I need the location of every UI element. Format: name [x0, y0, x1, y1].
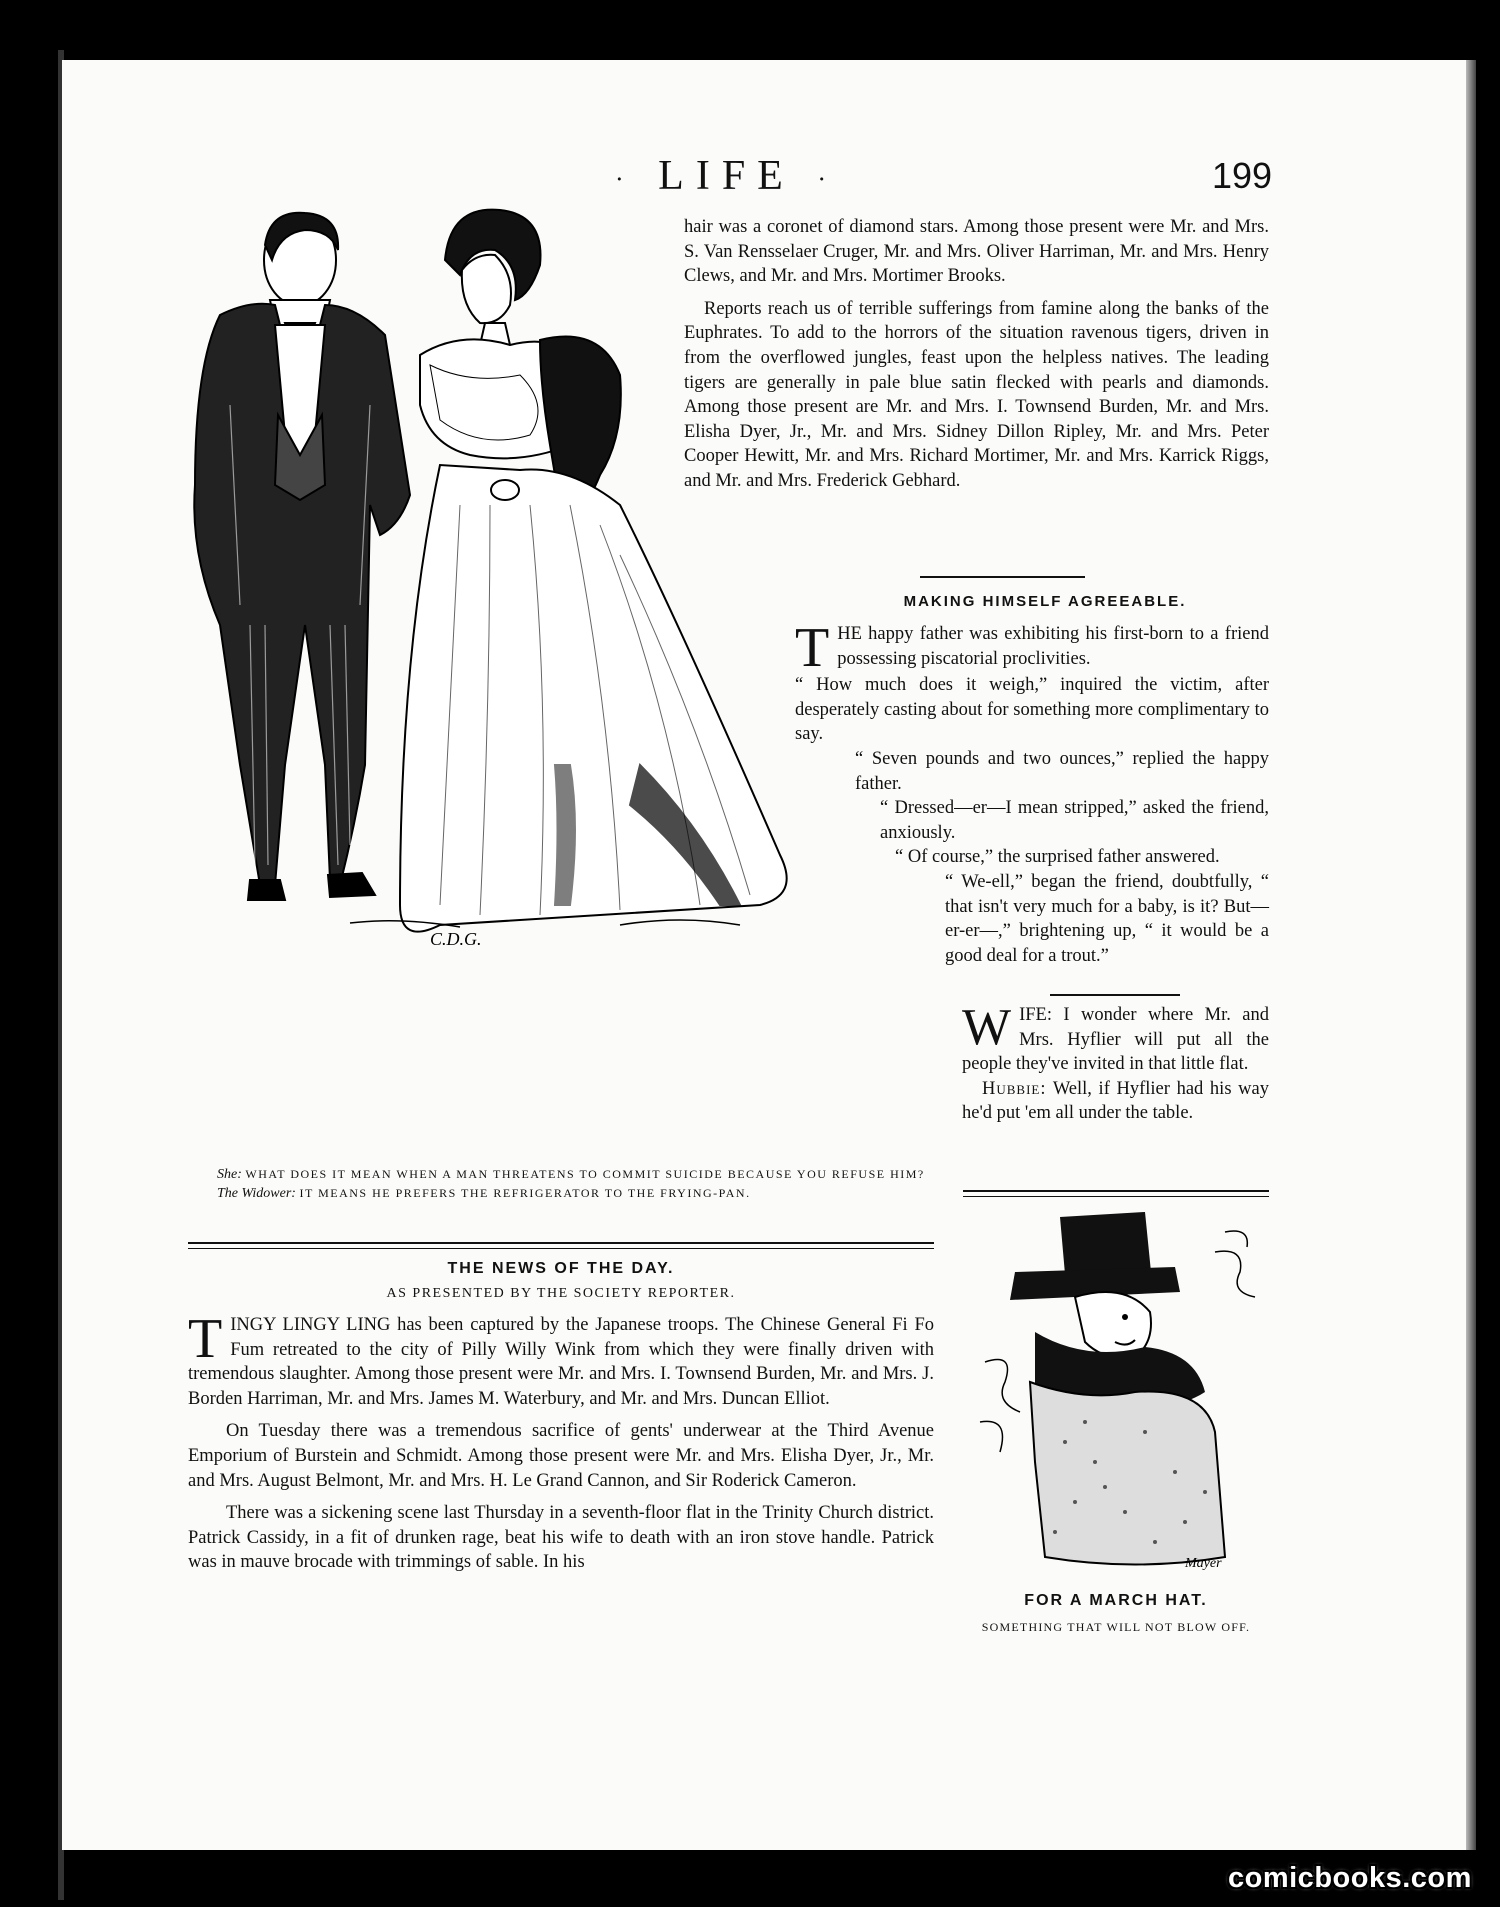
hat-cartoon-title: FOR A MARCH HAT.	[1024, 1592, 1208, 1609]
society-column-top	[684, 215, 1269, 494]
dropcap-letter: W	[962, 999, 1012, 1056]
divider-rule	[920, 576, 1085, 578]
dropcap-letter: T	[188, 1308, 223, 1370]
caption-speaker-widower: The Widower:	[217, 1186, 296, 1201]
masthead-dot: ·	[817, 164, 838, 194]
illustration-signature: C.D.G.	[430, 929, 482, 949]
paragraph: HE happy father was exhibiting his first-born to a friend possessing piscatorial proclivities.	[837, 624, 1269, 669]
agreeable-story	[795, 617, 1269, 968]
paragraph: “ We-ell,” began the friend, doubtfully, “ that isn't very much for a baby, is it? But—er-er—,” brightening up, “ it would be a good deal for a trout.”	[945, 871, 1269, 966]
paragraph: Reports reach us of terrible sufferings from famine along the banks of the Euphrates. To add to the horrors of the situation ravenous tigers, driven in from the overflowed jungles, feast upon the helpless natives. The leading tigers are generally in pale blue satin flecked with pearls and diamonds. Among those present are Mr. and Mrs. I. Townsend Burden, Mr. and Mrs. Elisha Dyer, Jr., Mr. and Mrs. Sidney Dillon Ripley, Mr. and Mrs. Peter Cooper Hewitt, Mr. and Mrs. Richard Mortimer, Mr. and Mrs. Karrick Riggs, and Mr. and Mrs. Frederick Gebhard.	[684, 298, 1269, 491]
masthead-title: LIFE	[658, 153, 795, 199]
hat-cartoon-subtitle: SOMETHING THAT WILL NOT BLOW OFF.	[981, 1620, 1251, 1634]
paragraph: hair was a coronet of diamond stars. Among those present were Mr. and Mrs. S. Van Rensselaer Cruger, Mr. and Mrs. Oliver Harriman, Mr. and Mrs. Henry Clews, and Mr. and Mrs. Mortimer Brooks.	[684, 217, 1269, 287]
site-watermark: comicbooks.com	[1228, 1862, 1472, 1894]
divider-rule	[188, 1248, 934, 1249]
section-subtitle-news: AS PRESENTED BY THE SOCIETY REPORTER.	[386, 1286, 736, 1301]
paragraph: “ Dressed—er—I mean stripped,” asked the friend, anxiously.	[880, 798, 1269, 843]
paragraph: IFE: I wonder where Mr. and Mrs. Hyflier will put all the people they've invited in that little flat.	[962, 1005, 1269, 1075]
page-number: 199	[1212, 155, 1273, 196]
paragraph: Well, if Hyflier had his way he'd put 'em all under the table.	[962, 1078, 1269, 1124]
illustration-caption	[182, 1165, 934, 1203]
section-title-news: THE NEWS OF THE DAY.	[447, 1260, 675, 1277]
news-story	[188, 1308, 934, 1575]
man-figure	[194, 213, 410, 900]
divider-rule	[1050, 994, 1180, 996]
paragraph: On Tuesday there was a tremendous sacrifice of gents' underwear at the Third Avenue Emporium of Burstein and Schmidt. Among those present were Mr. and Mrs. Elisha Dyer, Jr., Mr. and Mrs. August Belmont, Mr. and Mrs. H. Le Grand Cannon, and Sir Roderick Cameron.	[188, 1421, 934, 1491]
paragraph: “ Seven pounds and two ounces,” replied the happy father.	[855, 748, 1269, 794]
speaker-label: Hubbie:	[982, 1078, 1047, 1099]
paragraph: “ Of course,” the surprised father answered.	[895, 847, 1220, 868]
cartoon-signature: Mayer	[1185, 1556, 1222, 1571]
wife-joke	[962, 999, 1269, 1126]
section-title-agreeable: MAKING HIMSELF AGREEABLE.	[903, 593, 1187, 610]
masthead-dot: ·	[615, 164, 636, 194]
caption-line-she: WHAT DOES IT MEAN WHEN A MAN THREATENS TO COMMIT SUICIDE BECAUSE YOU REFUSE HIM?	[245, 1167, 925, 1181]
divider-rule	[188, 1242, 934, 1244]
caption-speaker-she: She:	[217, 1167, 242, 1182]
divider-rule	[963, 1196, 1269, 1197]
divider-rule	[963, 1190, 1269, 1192]
caption-line-widower: IT MEANS HE PREFERS THE REFRIGERATOR TO THE FRYING-PAN.	[299, 1186, 751, 1200]
dropcap-letter: T	[795, 617, 830, 679]
page-edge	[1466, 60, 1476, 1850]
paragraph: There was a sickening scene last Thursday in a seventh-floor flat in the Trinity Church district. Patrick Cassidy, in a fit of drunken rage, beat his wife to death with an iron stove handle. Patrick was in mauve brocade with trimmings of sable. In his	[188, 1503, 934, 1573]
masthead	[615, 152, 838, 200]
paragraph: “ How much does it weigh,” inquired the victim, after desperately casting about for something more complimentary to say.	[795, 675, 1269, 745]
march-hat-cartoon	[975, 1212, 1275, 1582]
paragraph: INGY LINGY LING has been captured by the Japanese troops. The Chinese General Fi Fo Fum retreated to the city of Pilly Willy Wink from which they were finally driven with tremendous slaughter. Among those present were Mr. and Mrs. I. Townsend Burden, Mr. and Mrs. J. Borden Harriman, Mr. and Mrs. James M. Waterbury, and Mr. and Mrs. Duncan Elliot.	[188, 1315, 934, 1409]
